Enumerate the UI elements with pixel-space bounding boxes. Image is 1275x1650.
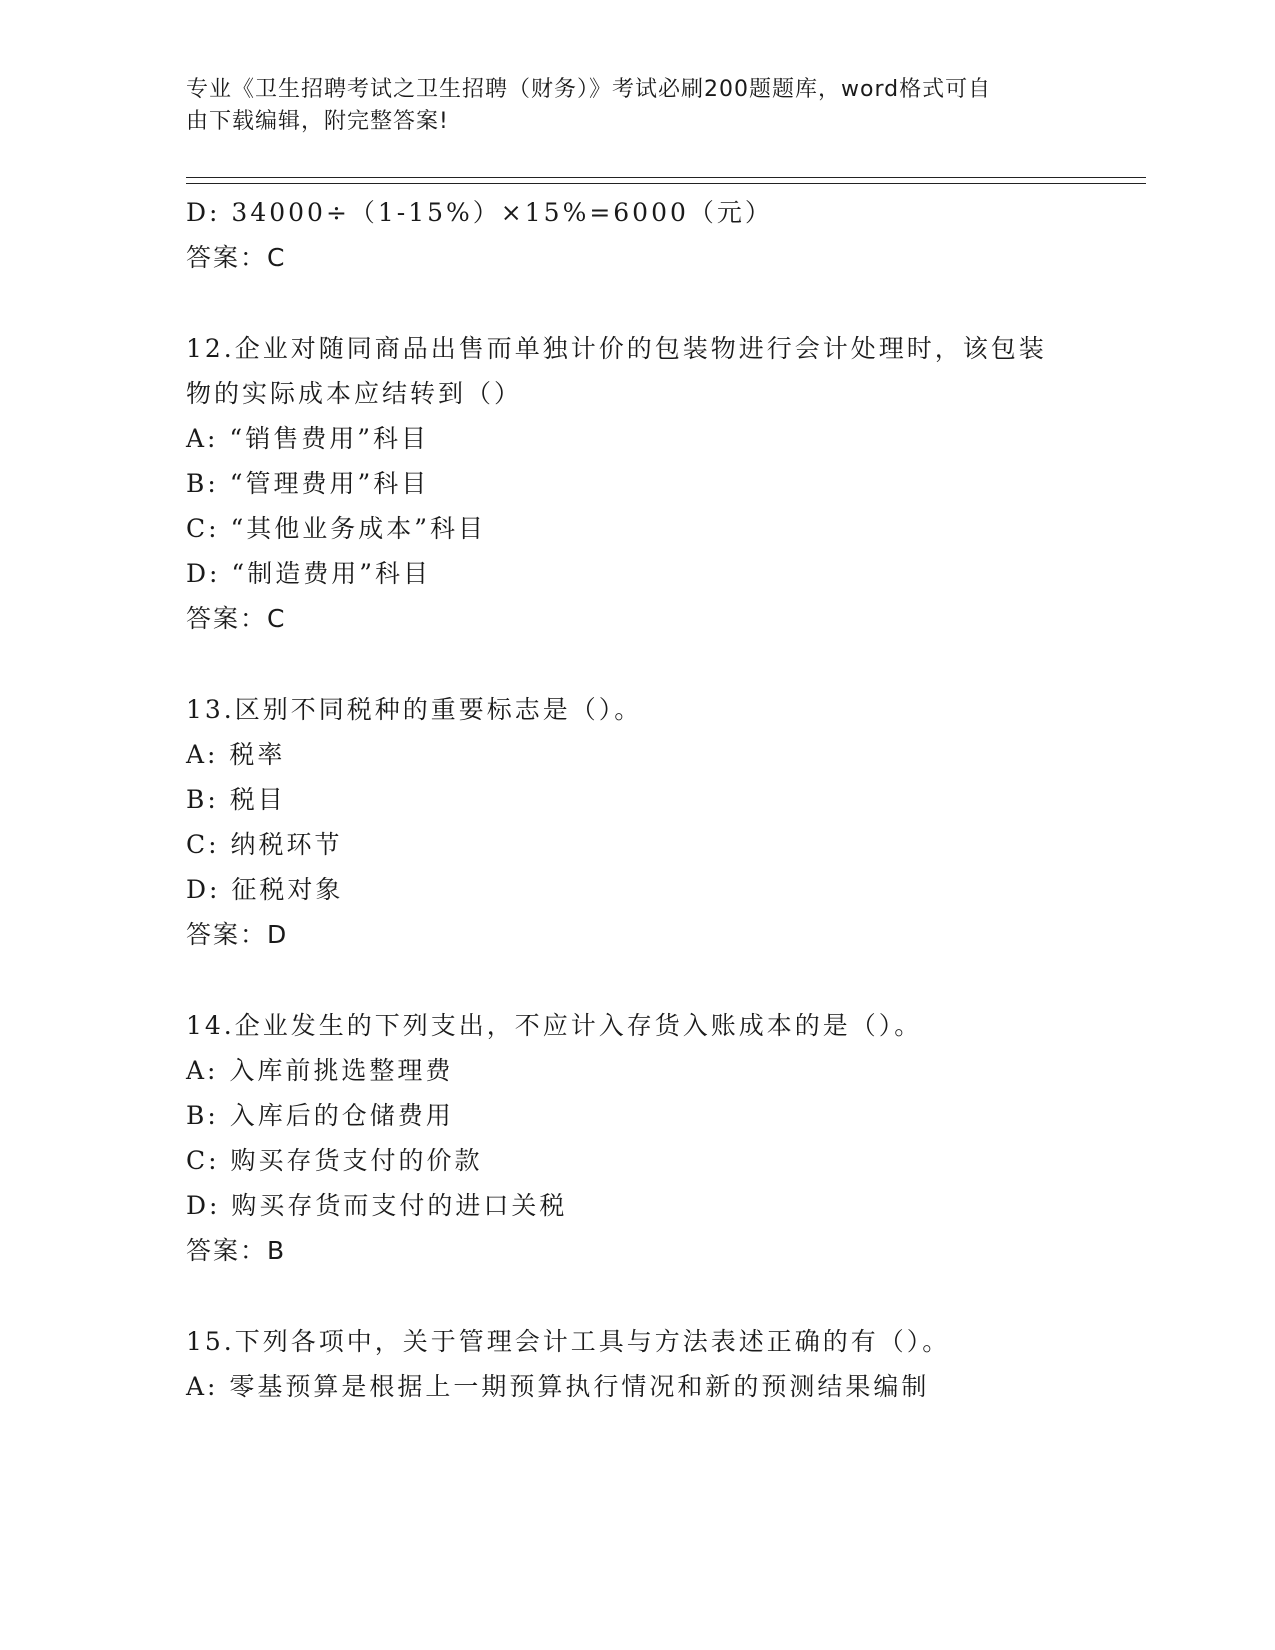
option-b: B: “管理费用”科目 (186, 469, 430, 498)
answer-label: 答案：C (186, 243, 287, 272)
option-a: A: 零基预算是根据上一期预算执行情况和新的预测结果编制 (186, 1372, 930, 1401)
option-a: A: “销售费用”科目 (186, 424, 429, 453)
question-content (186, 190, 1086, 1409)
header-divider-bottom (186, 183, 1146, 184)
answer-label: 答案：C (186, 604, 287, 633)
option-d: D: 购买存货而支付的进口关税 (186, 1191, 568, 1220)
header-divider-top (186, 177, 1146, 178)
option-c: C: 纳税环节 (186, 830, 343, 859)
question-stem: 12.企业对随同商品出售而单独计价的包装物进行会计处理时，该包装 (186, 334, 1047, 363)
question-stem: 13.区别不同税种的重要标志是（）。 (186, 695, 643, 724)
document-header (186, 74, 1066, 138)
option-d: D: “制造费用”科目 (186, 559, 431, 588)
question-11-tail (186, 190, 1086, 280)
option-d: D: 征税对象 (186, 875, 344, 904)
option-c: C: 购买存货支付的价款 (186, 1146, 483, 1175)
option-c: C: “其他业务成本”科目 (186, 514, 487, 543)
question-12 (186, 326, 1086, 641)
header-line-1: 专业《卫生招聘考试之卫生招聘（财务）》考试必刷200题题库，word格式可自 (186, 77, 992, 102)
question-stem-continued: 物的实际成本应结转到（） (186, 379, 523, 408)
option-b: B: 入库后的仓储费用 (186, 1101, 454, 1130)
question-stem: 14.企业发生的下列支出，不应计入存货入账成本的是（）。 (186, 1011, 923, 1040)
option-a: A: 税率 (186, 740, 286, 769)
answer-label: 答案：B (186, 1236, 287, 1265)
question-stem: 15.下列各项中，关于管理会计工具与方法表述正确的有（）。 (186, 1327, 951, 1356)
question-14 (186, 1003, 1086, 1273)
header-line-2: 由下载编辑，附完整答案! (186, 109, 449, 134)
answer-label: 答案：D (186, 920, 289, 949)
option-d: D: 34000÷（1-15%）×15%=6000（元） (186, 198, 773, 227)
question-15 (186, 1319, 1086, 1409)
option-b: B: 税目 (186, 785, 286, 814)
option-a: A: 入库前挑选整理费 (186, 1056, 454, 1085)
question-13 (186, 687, 1086, 957)
